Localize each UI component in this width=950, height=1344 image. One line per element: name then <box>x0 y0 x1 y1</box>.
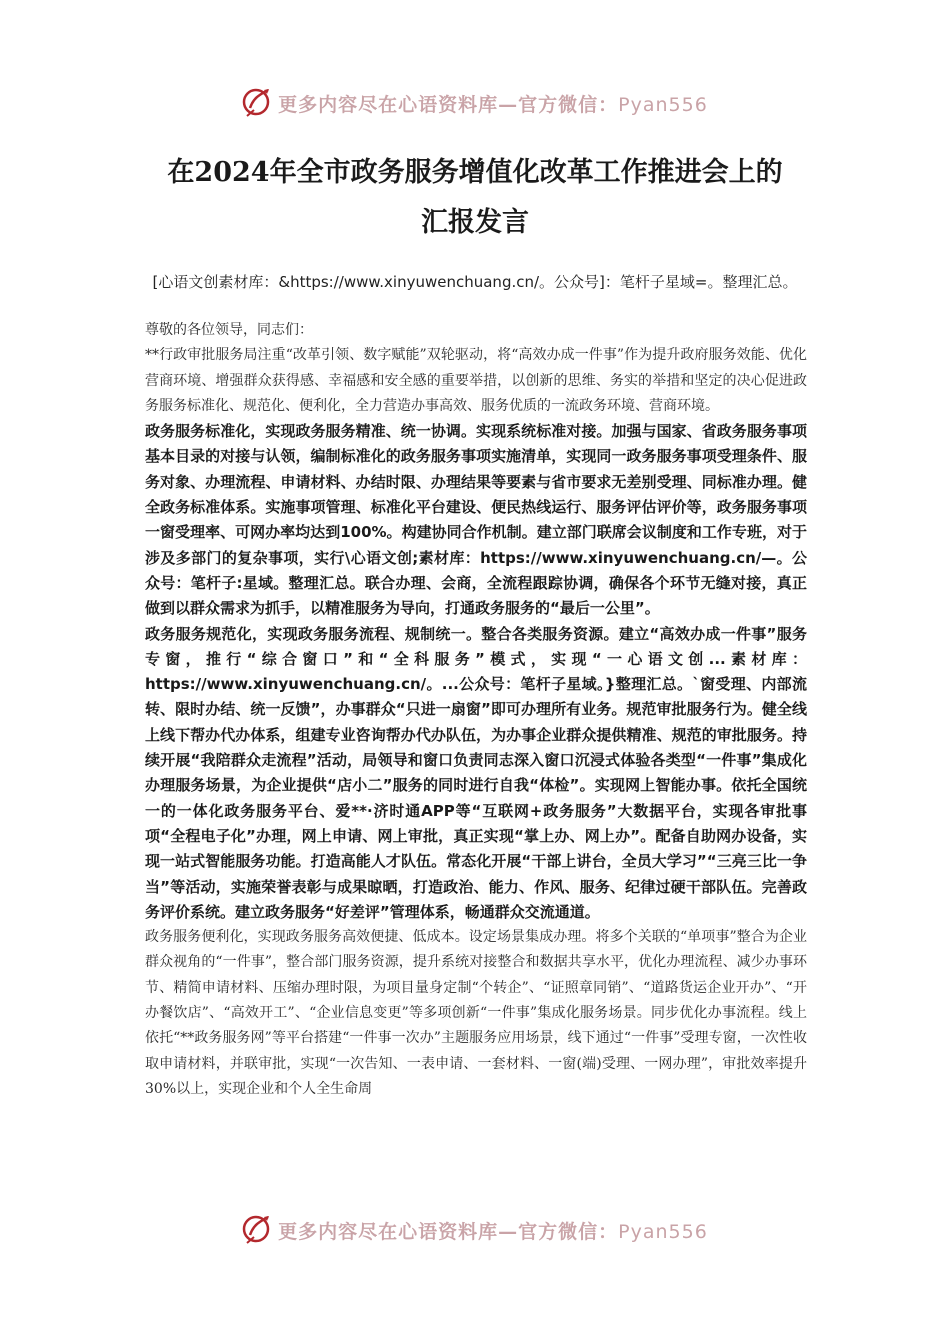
paragraph-convenience: 政务服务便利化，实现政务服务高效便捷、低成本。设定场景集成办理。将多个关联的“单项事”整合为企业群众视角的“一件事”，整合部门服务资源，提升系统对接整合和数据共享水平，优化办理流程、减少办事环节、精简申请材料、压缩办理时限，为项目量身定制“个转企”、“证照章同销”、“道路货运企业开办”、“开办餐饮店”、“高效开工”、“企业信息变更”等多项创新“一件事”集成化服务场景。同步优化办事流程。线上依托“**政务服务网”等平台搭建“一件事一次办”主题服务应用场景，线下通过“一件事”受理专窗，一次性收取申请材料，并联审批，实现“一次告知、一表申请、一套材料、一窗(端)受理、一网办理”，审批效率提升30%以上，实现企业和个人全生命周 <box>145 929 807 1097</box>
title-line-2: 汇报发言 <box>421 207 529 238</box>
paragraph-standardization: 政务服务标准化，实现政务服务精准、统一协调。实现系统标准对接。加强与国家、省政务服务事项基本目录的对接与认领，编制标准化的政务服务事项实施清单，实现同一政务服务事项受理条件、服务对象、办理流程、申请材料、办结时限、办理结果等要素与省市要求无差别受理、同标准办理。健全政务标准体系。实施事项管理、标准化平台建设、便民热线运行、服务评估评价等，政务服务事项一窗受理率、可网办率均达到100%。构建协同合作机制。建立部门联席会议制度和工作专班，对于涉及多部门的复杂事项，实行\心语文创;素材库：https://www.xinyuwenchuang.cn/—。公众号：笔杆子:星域。整理汇总。联合办理、会商，全流程跟踪协调，确保各个环节无缝对接，真正做到以群众需求为抓手，以精准服务为导向，打通政务服务的“最后一公里”。 <box>145 422 807 618</box>
source-note: [心语文创素材库：&https://www.xinyuwenchuang.cn/。公众号]：笔杆子星域=。整理汇总。 <box>152 273 798 291</box>
paragraph-intro: **行政审批服务局注重“改革引领、数字赋能”双轮驱动，将“高效办成一件事”作为提升政府服务效能、优化营商环境、增强群众获得感、幸福感和安全感的重要举措，以创新的思维、务实的举措和坚定的决心促进政务服务标准化、规范化、便利化，全力营造办事高效、服务优质的一流政务环境、营商环境。 <box>145 347 807 414</box>
header-banner-text: 更多内容尽在心语资料库—官方微信：Pyan556 <box>278 93 708 116</box>
header-wechat-id: Pyan556 <box>618 93 708 116</box>
footer-banner-text: 更多内容尽在心语资料库—官方微信：Pyan556 <box>278 1220 708 1243</box>
footer-wechat-id: Pyan556 <box>618 1220 708 1243</box>
header-banner <box>0 83 950 123</box>
xinyu-logo-icon <box>242 1213 272 1247</box>
xinyu-logo-icon <box>242 86 272 120</box>
greeting: 尊敬的各位领导，同志们： <box>145 322 313 338</box>
document-title <box>130 148 820 248</box>
paragraph-normalization: 政务服务规范化，实现政务服务流程、规制统一。整合各类服务资源。建立“高效办成一件事”服务专窗，推行“综合窗口”和“全科服务”模式，实现“一心语文创...素材库：https://www.xinyuwenchuang.cn/。...公众号：笔杆子星域。}整理汇总。`窗受理、内部流转、限时办结、统一反馈”，办事群众“只进一扇窗”即可办理所有业务。规范审批服务行为。健全线上线下帮办代办体系，组建专业咨询帮办代办队伍，为办事企业群众提供精准、规范的审批服务。持续开展“我陪群众走流程”活动，局领导和窗口负责同志深入窗口沉浸式体验各类型“一件事”集成化办理服务场景，为企业提供“店小二”服务的同时进行自我“体检”。实现网上智能办事。依托全国统一的一体化政务服务平台、爱**·济时通APP等“互联网+政务服务”大数据平台，实现各审批事项“全程电子化”办理，网上申请、网上审批，真正实现“掌上办、网上办”。配备自助网办设备，实现一站式智能服务功能。打造高能人才队伍。常态化开展“干部上讲台，全员大学习”“三亮三比一争当”等活动，实施荣誉表彰与成果晾晒，打造政治、能力、作风、服务、纪律过硬干部队伍。完善政务评价系统。建立政务服务“好差评”管理体系，畅通群众交流通道。 <box>145 624 807 921</box>
footer-banner <box>0 1210 950 1250</box>
document-body <box>145 318 807 1102</box>
title-line-1: 在2024年全市政务服务增值化改革工作推进会上的 <box>167 157 783 188</box>
